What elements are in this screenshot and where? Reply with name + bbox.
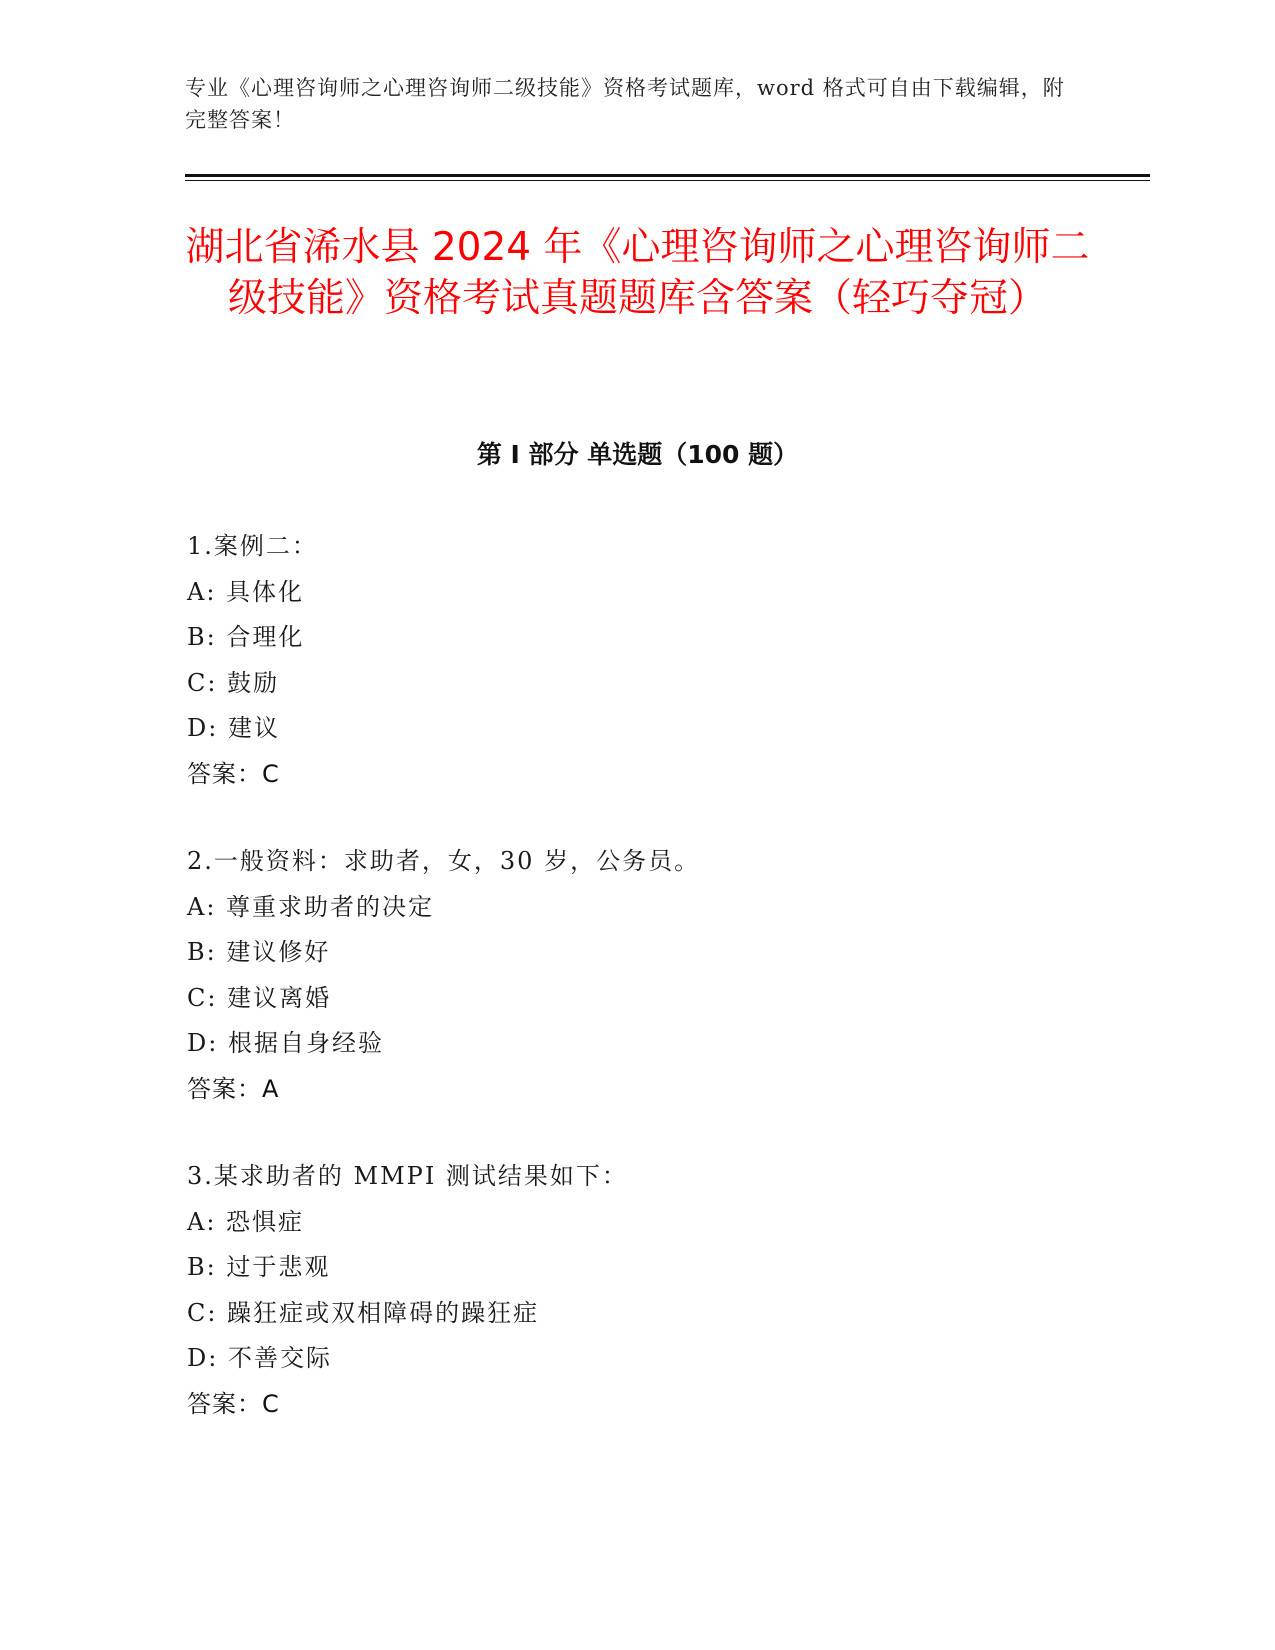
answer: 答案：C bbox=[187, 1389, 280, 1418]
question-list bbox=[187, 524, 1147, 1469]
option-c: C: 躁狂症或双相障碍的躁狂症 bbox=[187, 1298, 540, 1327]
question-2 bbox=[187, 839, 1147, 1112]
option-c: C: 鼓励 bbox=[187, 668, 280, 697]
document-title: 湖北省浠水县 2024 年《心理咨询师之心理咨询师二级技能》资格考试真题题库含答案（轻巧夺冠） bbox=[185, 225, 1090, 321]
option-b: B: 合理化 bbox=[187, 623, 305, 651]
header-note: 专业《心理咨询师之心理咨询师二级技能》资格考试题库，word 格式可自由下载编辑，附完整答案！ bbox=[185, 76, 1065, 132]
header-divider-thin bbox=[185, 180, 1150, 181]
option-a: A: 尊重求助者的决定 bbox=[187, 892, 435, 921]
option-b: B: 建议修好 bbox=[187, 938, 331, 966]
option-d: D: 根据自身经验 bbox=[187, 1029, 384, 1057]
option-d: D: 建议 bbox=[187, 714, 280, 742]
question-stem: 2.一般资料：求助者，女，30 岁，公务员。 bbox=[187, 847, 701, 875]
answer: 答案：A bbox=[187, 1074, 280, 1103]
header-divider-thick bbox=[185, 174, 1150, 177]
question-stem: 1.案例二： bbox=[187, 532, 318, 560]
question-stem: 3.某求助者的 MMPI 测试结果如下： bbox=[187, 1162, 628, 1190]
answer: 答案：C bbox=[187, 759, 280, 788]
option-a: A: 具体化 bbox=[187, 577, 305, 606]
option-d: D: 不善交际 bbox=[187, 1344, 332, 1372]
question-3 bbox=[187, 1154, 1147, 1427]
option-c: C: 建议离婚 bbox=[187, 983, 332, 1012]
question-1 bbox=[187, 524, 1147, 797]
option-a: A: 恐惧症 bbox=[187, 1207, 305, 1236]
option-b: B: 过于悲观 bbox=[187, 1253, 331, 1281]
section-title: 第 I 部分 单选题（100 题） bbox=[476, 440, 799, 469]
